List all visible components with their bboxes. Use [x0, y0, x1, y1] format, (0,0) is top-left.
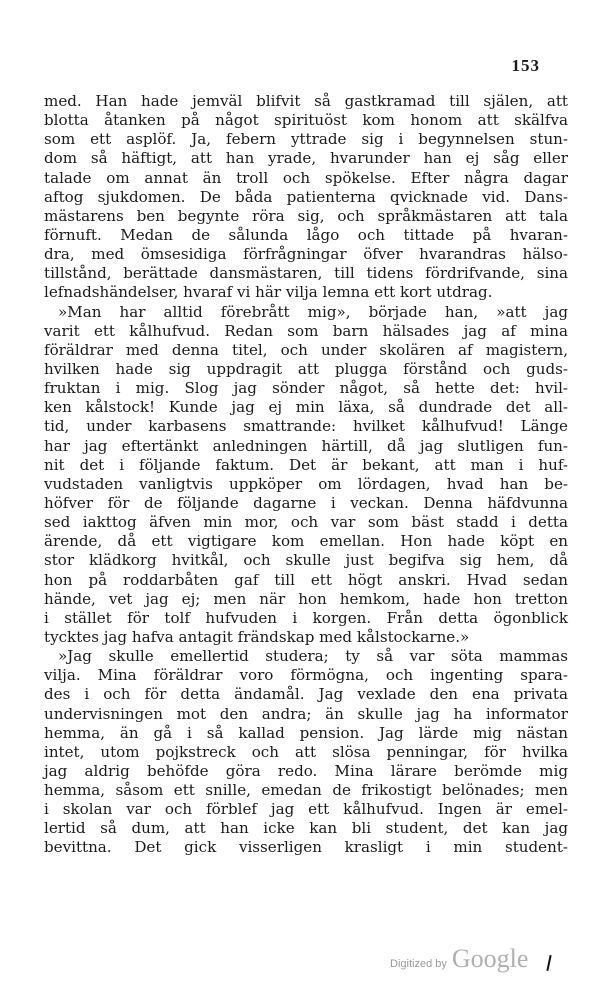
text-line-content: i stället för tolf hufvuden i korgen. Från detta ögonblick	[44, 608, 568, 627]
text-line-content: lertid så dum, att han icke kan bli student, det kan jag	[44, 819, 568, 838]
text-line-content: förnuft. Medan de sålunda lågo och tittade på hvaran-	[44, 225, 568, 244]
text-line-content: varit ett kålhufvud. Redan som barn hälsades jag af mina	[44, 321, 568, 340]
text-line	[44, 437, 568, 456]
text-line	[44, 819, 568, 838]
text-line	[44, 322, 568, 341]
text-line-content: des i och för detta ändamål. Jag vexlade den ena privata	[44, 685, 568, 704]
body-text	[44, 92, 568, 858]
text-line-content: tillstånd, berättade dansmästaren, till tidens fördrifvande, sina	[44, 264, 568, 283]
text-line-content: sed iakttog äfven min mor, och var som bäst stadd i detta	[44, 513, 568, 532]
text-line-content: intet, utom pojkstreck och att slösa penningar, för hvilka	[44, 742, 568, 761]
text-line-content: vilja. Mina föräldrar voro förmögna, och ingenting spara-	[44, 666, 568, 685]
text-line	[44, 724, 568, 743]
text-line-content: bevittna. Det gick visserligen krasligt i min student-	[44, 838, 568, 857]
text-line-content: dom så häftigt, att han yrade, hvarunder han ej såg eller	[44, 149, 568, 168]
text-line-content: har jag eftertänkt anledningen härtill, då jag slutligen fun-	[44, 436, 568, 455]
text-line	[44, 130, 568, 149]
text-line-content: hon på roddarbåten gaf till ett högt anskri. Hvad sedan	[44, 570, 568, 589]
text-line	[44, 111, 568, 130]
text-line	[44, 685, 568, 704]
text-line	[44, 494, 568, 513]
text-line	[44, 532, 568, 551]
page-number: 153	[511, 56, 540, 75]
text-line	[44, 781, 568, 800]
text-line-content: mästarens ben begynte röra sig, och språkmästaren att tala	[44, 206, 568, 225]
text-line-content: jag aldrig behöfde göra redo. Mina lärare berömde mig	[44, 761, 568, 780]
text-line	[44, 207, 568, 226]
text-line-content: vudstaden vanligtvis uppköper om lördagen, hvad han be-	[44, 474, 568, 493]
text-line-content: höfver för de följande dagarne i veckan. Denna häfdvunna	[44, 493, 568, 512]
page-edge-mark	[546, 955, 551, 971]
text-line	[44, 551, 568, 570]
text-line-content: tid, under karbasens smattrande: hvilket kålhufvud! Länge	[44, 417, 568, 436]
text-line	[44, 341, 568, 360]
text-line	[44, 169, 568, 188]
google-digitized-banner	[390, 944, 528, 974]
text-line	[44, 264, 568, 283]
text-line	[44, 513, 568, 532]
text-line-content: tycktes jag hafva antagit frändskap med kålstockarne.»	[44, 627, 470, 646]
text-line	[44, 226, 568, 245]
digitized-by-label: Digitized by	[390, 958, 447, 970]
text-line	[44, 92, 568, 111]
text-line-content: hvilken hade sig uppdragit att plugga förstånd och guds-	[44, 359, 568, 378]
text-line	[44, 360, 568, 379]
text-line-content: ken kålstock! Kunde jag ej min läxa, så dundrade det all-	[44, 398, 568, 417]
text-line-content: ärende, då ett vigtigare kom emellan. Hon hade köpt en	[44, 532, 568, 551]
text-line	[44, 475, 568, 494]
text-line-content: hemma, såsom ett snille, emedan de frikostigt belönades; men	[44, 781, 568, 800]
text-line-content: i skolan var och förblef jag ett kålhufvud. Ingen är emel-	[44, 800, 568, 819]
text-line	[44, 800, 568, 819]
text-line	[44, 379, 568, 398]
text-line	[44, 283, 568, 302]
text-line-content: fruktan i mig. Slog jag sönder något, så hette det: hvil-	[44, 379, 568, 398]
text-line-content: lefnadshändelser, hvaraf vi här vilja lemna ett kort utdrag.	[44, 283, 493, 302]
text-line-content: nit det i följande faktum. Det är bekant, att man i huf-	[44, 455, 568, 474]
text-line-content: föräldrar med denna titel, och under skolären af magistern,	[44, 340, 568, 359]
text-line-content: undervisningen mot den andra; än skulle jag ha informator	[44, 704, 568, 723]
text-line	[44, 762, 568, 781]
text-line	[44, 188, 568, 207]
text-line	[44, 245, 568, 264]
text-line	[44, 628, 568, 647]
text-line	[44, 456, 568, 475]
text-line-content: talade om annat än troll och spökelse. Efter några dagar	[44, 168, 568, 187]
text-line	[44, 647, 568, 666]
text-line-content: blotta åtanken på något spirituöst kom honom att skälfva	[44, 111, 568, 130]
text-line	[44, 590, 568, 609]
text-line-content: stor klädkorg hvitkål, och skulle just begifva sig hem, då	[44, 551, 568, 570]
text-line	[44, 571, 568, 590]
text-line	[44, 609, 568, 628]
text-line-content: dra, med ömsesidiga förfrågningar öfver hvarandras hälso-	[44, 245, 568, 264]
text-line	[44, 149, 568, 168]
text-line-content: »Man har alltid förebrått mig», började han, »att jag	[58, 302, 568, 321]
text-line-content: hemma, än gå i så kallad pension. Jag lärde mig nästan	[44, 723, 568, 742]
text-line-content: som ett asplöf. Ja, febern yttrade sig i begynnelsen stun-	[44, 130, 568, 149]
text-line	[44, 743, 568, 762]
text-line	[44, 705, 568, 724]
text-line-content: hände, vet jag ej; men när hon hemkom, hade hon tretton	[44, 589, 568, 608]
google-logo: Google	[451, 944, 529, 973]
text-line	[44, 838, 568, 857]
text-line	[44, 666, 568, 685]
text-line	[44, 417, 568, 436]
text-line-content: aftog sjukdomen. De båda patienterna qvicknade vid. Dans-	[44, 187, 568, 206]
text-line	[44, 303, 568, 322]
text-line-content: »Jag skulle emellertid studera; ty så var söta mammas	[58, 647, 568, 666]
text-line-content: med. Han hade jemväl blifvit så gastkramad till själen, att	[44, 92, 568, 110]
text-line	[44, 398, 568, 417]
